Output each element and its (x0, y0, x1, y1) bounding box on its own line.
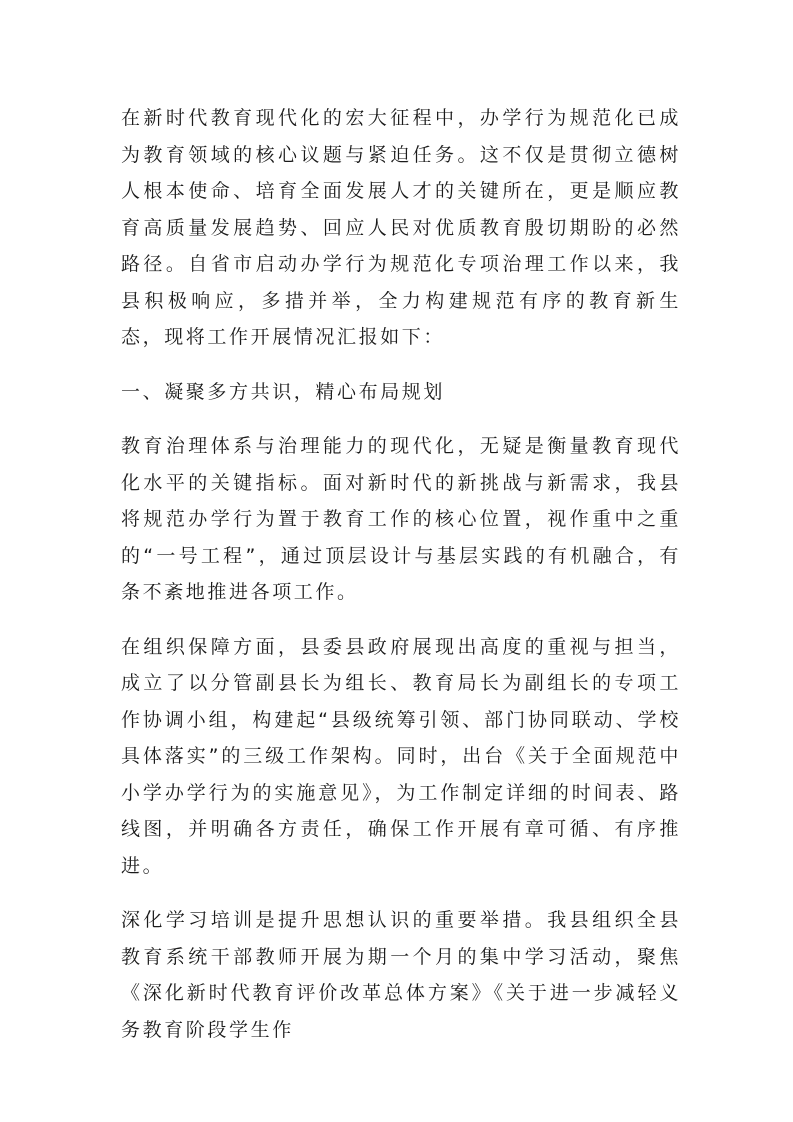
document-body (121, 100, 681, 1048)
body-paragraph: 在组织保障方面，县委县政府展现出高度的重视与担当，成立了以分管副县长为组长、教育局长为副组长的专项工作协调小组，构建起“县级统筹引领、部门协同联动、学校具体落实”的三级工作架构。同时，出台《关于全面规范中小学办学行为的实施意见》，为工作制定详细的时间表、路线图，并明确各方责任，确保工作开展有章可循、有序推进。 (121, 635, 681, 877)
body-paragraph: 深化学习培训是提升思想认识的重要举措。我县组织全县教育系统干部教师开展为期一个月的集中学习活动，聚焦《深化新时代教育评价改革总体方案》《关于进一步减轻义务教育阶段学生作 (121, 909, 681, 1041)
section-heading: 一、凝聚多方共识，精心布局规划 (121, 380, 446, 403)
intro-paragraph: 在新时代教育现代化的宏大征程中，办学行为规范化已成为教育领域的核心议题与紧迫任务。这不仅是贯彻立德树人根本使命、培育全面发展人才的关键所在，更是顺应教育高质量发展趋势、回应人民对优质教育殷切期盼的必然路径。自省市启动办学行为规范化专项治理工作以来，我县积极响应，多措并举，全力构建规范有序的教育新生态，现将工作开展情况汇报如下： (121, 107, 681, 348)
body-paragraph: 教育治理体系与治理能力的现代化，无疑是衡量教育现代化水平的关键指标。面对新时代的新挑战与新需求，我县将规范办学行为置于教育工作的核心位置，视作重中之重的“一号工程”，通过顶层设计与基层实践的有机融合，有条不紊地推进各项工作。 (121, 435, 681, 603)
